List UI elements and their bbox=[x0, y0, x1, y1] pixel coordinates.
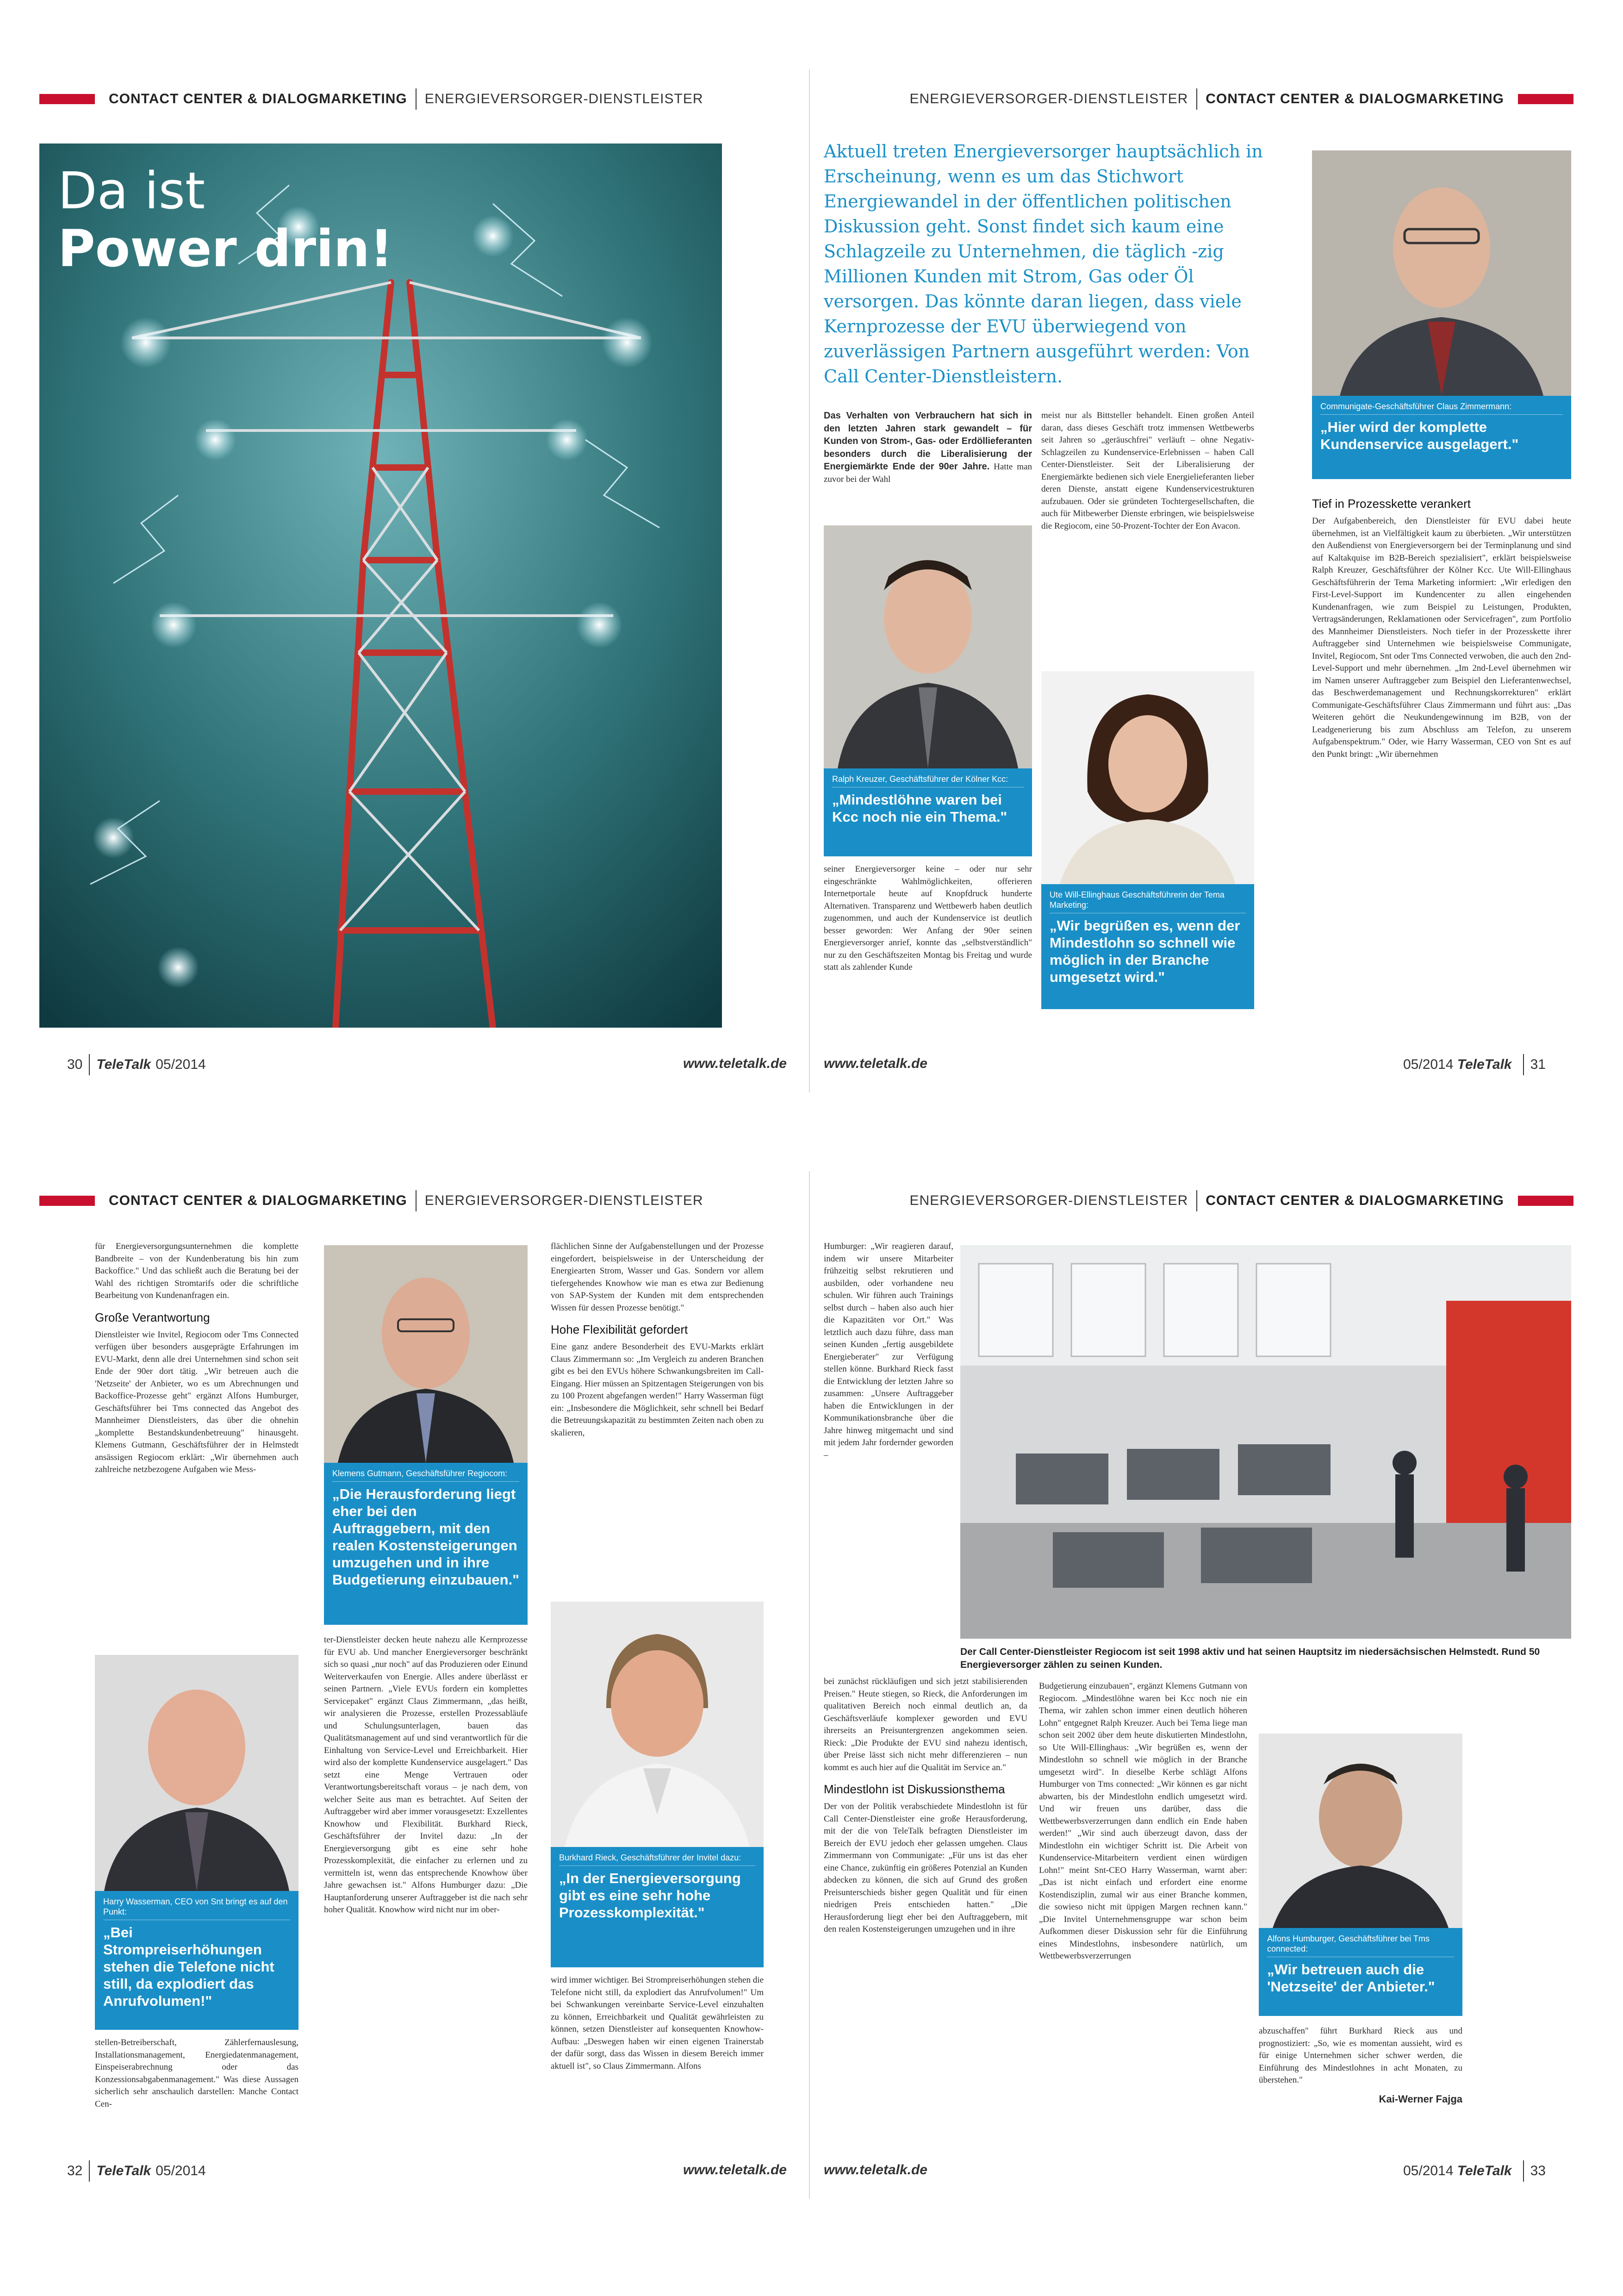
section-label-energy: ENERGIEVERSORGER-DIENSTLEISTER bbox=[424, 91, 703, 106]
portrait-claus-zimmermann bbox=[1312, 150, 1571, 396]
page-31 bbox=[812, 69, 1585, 1092]
portrait-klemens-gutmann bbox=[324, 1245, 528, 1463]
caption-person: Harry Wasserman, CEO von Snt bringt es auf den Punkt: bbox=[103, 1897, 290, 1920]
page-number: 32 bbox=[67, 2163, 83, 2178]
feature-title-line-1: Da ist bbox=[58, 161, 205, 220]
page-number: 30 bbox=[67, 1057, 83, 1072]
section-label-contact-center: CONTACT CENTER & DIALOGMARKETING bbox=[1206, 91, 1504, 106]
page-footer bbox=[67, 2159, 206, 2183]
article-column-2: Budgetierung einzubauen", ergänzt Klemens Gutmann von Regiocom. „Mindestlöhne waren bei Kcc noch nie ein Thema, wir zahlen schon immer einen deutlich höheren Lohn" entgegnet Ralph Kreuzer. Auch bei Tema liege man schon seit 2002 über dem heute diskutierten Mindestlohn, so Ute Will-Ellinghaus: „Wir begrüßen es, wenn der Mindestlohn so schnell wie möglich in der Branche umgesetzt wird". In dieselbe Kerbe schlägt Alfons Humburger von Tms connected: „Wir können es gar nicht abwarten, bis der Mindestlohn endlich umgesetzt wird. Und wir freuen uns darüber, dass die Wettbewerbsverzerrungen dann endlich ein Ende haben werden!" „Wir sind auch überzeugt davon, dass der Mindestlohn ein wichtiger Schritt ist. Die Arbeit von Kundenservice-Mitarbeitern verdient einen würdigen Lohn!" meint Snt-CEO Harry Wasserman, warnt aber: „Das ist nicht einfach und erfordert eine enorme Kostendisziplin, zumal wir aus einer Branche kommen, die sowieso nicht mit üppigen Margen rechnen kann." „Die Invitel Unternehmensgruppe war schon beim Aufkommen dieser Diskussion sehr für die Einführung eines Mindestlohns, insbesondere natürlich, um Wettbewerbsverzerrungen bbox=[1039, 1681, 1247, 1961]
magazine-brand: TeleTalk bbox=[1457, 2163, 1512, 2178]
caption-claus-zimmermann bbox=[1312, 396, 1571, 479]
footer-url-link[interactable]: www.teletalk.de bbox=[683, 1056, 787, 1071]
page-number: 31 bbox=[1530, 1057, 1546, 1072]
page-32 bbox=[28, 1171, 805, 2199]
article-column-3: Tief in Prozesskette verankert Der Aufgabenbereich, den Dienstleister für EVU dabei heute übernehmen, ist an Vielfältigkeit kaum zu überbieten. „Wir unterstützen den Außendienst von Energieversorgern bei der Terminplanung und sind auf Kaltakquise im B2B-Bereich spezialisiert", erklärt beispielsweise Ralph Kreuzer, Geschäftsführer der Kölner Kcc. Ute Will-Ellinghaus Geschäftsführerin der Tema Marketing informiert: „Wir erledigen den First-Level-Support im Kundencenter zu allen eingehenden Kundenanfragen, wie zum Beispiel zu Leistungen, Produkten, Vertragsänderungen, Reklamationen oder Servicefragen", zum Portfolio des Mannheimer Dienstleisters. Noch tiefer in der Prozesskette ihrer Auftraggeber sind Unternehmen wie beispielsweise Communigate, Invitel, Regiocom, Snt oder Tms Connected verwoben, die auch den 2nd-Level-Support und mehr übernehmen. „Im 2nd-Level übernehmen wir im Namen unserer Auftraggeber zum Beispiel den Lieferantenwechsel, das Beschwerdemanagement und Rechnungskorrekturen" erklärt Communigate-Geschäftsführer Claus Zimmermann und führt aus: „Das Weiteren gehört die Neukundengewinnung im B2B, von der Leadgenerierung bis zum Abschluss am Telefon, zu unserem Aufgabenspektrum." Oder, wie Harry Wasserman, CEO von Snt es auf den Punkt bringt: „Wir übernehmen bbox=[1312, 497, 1571, 759]
issue-number: 05/2014 bbox=[155, 2163, 206, 2178]
header-accent-bar bbox=[39, 94, 95, 104]
article-column-1-continued: bei zunächst rückläufigen und sich jetzt stabilisierenden Preisen." Heute stiegen, so Rieck, die Anforderungen im qualitativen Bereich noch einmal deutlich an, da Geschäftsverläufe komplexer geworden und EVU ihrerseits an Preisuntergrenzen angekommen seien. Rieck: „Die Produkte der EVU sind nahezu identisch, über Preise lässt sich nicht mehr differenzieren – nun kommt es auch hier auf die Qualität im Service an." Mindestlohn ist Diskussionsthema Der von der Politik verabschiedete Mindestlohn ist für Call Center-Dienstleister eine große Herausforderung, mit der die von TeleTalk befragten Dienstleister im Bereich der EVU jedoch eher gelassen umgehen. Claus Zimmermann von Communigate: „Für uns ist das eher eine Chance, zukünftig ein größeres Potenzial an Kunden abdecken zu können, die sich auf Grund des großen Preisunterschieds bisher gegen Qualität und für einen niedrigen Preis entschieden hatten." „Die Herausforderung liegt eher bei den Auftraggebern, mit den realen Kostensteigerungen umzugehen und in ihre bbox=[824, 1677, 1027, 1934]
article-column-3: flächlichen Sinne der Aufgabenstellungen und der Prozesse eingefordert, beispielsweise in der Unterscheidung der Energiearten Strom, Wasser und Gas. Sondern vor allem tiefergehendes Knowhow wie man es etwa zur Bedienung von SAP-System der Kunden mit dem entsprechenden Wissen für dessen Prozesse benötigt." Hohe Flexibilität gefordert Eine ganz andere Besonderheit des EVU-Markts erklärt Claus Zimmermann so: „Im Vergleich zu anderen Branchen gibt es bei den EVUs höhere Schwankungsbreiten im Call-Eingang. Hier müssen an Spitzentagen Steigerungen von bis zu 100 Prozent abgefangen werden!" Harry Wasserman fügt ein: „Insbesondere die Möglichkeit, sehr schnell bei Bedarf die Betreuungskapazität zu bestimmten Zeiten nach oben zu skalieren, bbox=[551, 1242, 764, 1438]
article-column-3-continued: wird immer wichtiger. Bei Strompreiserhöhungen stehen die Telefone nicht still, da explodiert das Anrufvolumen!" Um bei Schwankungen vereinbarte Service-Level einzuhalten zu können, Erreichbarkeit und Qualität gewährleisten zu können, setzen Dienstleister auf konsequenten Knowhow-Aufbau: „Deswegen haben wir einen eigenen Trainerstab der dafür sorgt, dass das Wissen in diesem Bereich immer aktuell ist", so Claus Zimmermann. Alfons bbox=[551, 1975, 764, 2071]
caption-person: Alfons Humburger, Geschäftsführer bei Tms connected: bbox=[1267, 1934, 1454, 1957]
article-column-1: Humburger: „Wir reagieren darauf, indem wir unsere Mitarbeiter frühzeitig selbst rekrutieren und ausbilden, oder vorhandene neu schulen. Wir führen auch Trainings selbst durch – haben also auch hier die Kapazitäten vor Ort." Was letztlich auch dazu führe, dass man seinen Kunden „fertig ausgebildete Energieberater" zur Verfügung stellen könne. Burkhard Rieck fasst die Entwicklung der letzten Jahre so zusammen: „Unsere Auftraggeber haben die Entwicklungen in der Kommunikationsbranche über die Jahre hinweg mitgemacht und sind mit jedem Jahr fordernder geworden – bbox=[824, 1242, 953, 1460]
caption-person: Ute Will-Ellinghaus Geschäftsführerin der Tema Marketing: bbox=[1050, 890, 1246, 913]
header-accent-bar bbox=[39, 1196, 95, 1206]
page-footer bbox=[67, 1053, 206, 1076]
issue-number: 05/2014 bbox=[1403, 1057, 1454, 1072]
caption-quote: „Die Herausforderung liegt eher bei den Auftraggebern, mit den realen Kostensteigerungen umzugehen und in ihre Budgetierung einzubauen." bbox=[332, 1486, 519, 1588]
page-header bbox=[909, 1190, 1573, 1212]
page-footer bbox=[1403, 1053, 1546, 1076]
header-accent-bar bbox=[1518, 94, 1573, 104]
page-header bbox=[39, 1190, 703, 1212]
spread-gutter-bottom bbox=[809, 1171, 810, 2199]
footer-url-link[interactable]: www.teletalk.de bbox=[683, 2162, 787, 2177]
caption-alfons-humburger bbox=[1259, 1928, 1462, 2016]
page-header bbox=[909, 88, 1573, 110]
caption-quote: „Wir begrüßen es, wenn der Mindestlohn so schnell wie möglich in der Branche umgesetzt wird." bbox=[1050, 917, 1240, 985]
spread-gutter-top bbox=[809, 69, 810, 1092]
caption-quote: „Bei Strompreiserhöhungen stehen die Telefone nicht still, da explodiert das Anrufvolumen!" bbox=[103, 1924, 274, 2009]
article-column-1-continued: seiner Energieversorger keine – oder nur sehr eingeschränkte Wahlmöglichkeiten, offerieren Internetportale heute auf Knopfdruck hunderte Alternativen. Transparenz und Wettbewerb haben deutlich zugenommen, und auch der Kundenservice ist deutlich besser geworden: Wer Anfang der 90er seinen Energieversorger anrief, konnte das „selbstverständlich" nur zu den Geschäftszeiten Montag bis Freitag und wurde statt als zahlender Kunde bbox=[824, 864, 1032, 972]
caption-quote: „In der Energieversorgung gibt es eine sehr hohe Prozesskomplexität." bbox=[559, 1870, 741, 1921]
section-heading: Mindestlohn ist Diskussionsthema bbox=[824, 1782, 1005, 1796]
section-heading: Große Verantwortung bbox=[95, 1310, 210, 1324]
footer-url-link[interactable]: www.teletalk.de bbox=[824, 2162, 927, 2177]
author-byline: Kai-Werner Fajga bbox=[1379, 2093, 1462, 2105]
caption-ralph-kreuzer bbox=[824, 768, 1032, 856]
section-heading: Hohe Flexibilität gefordert bbox=[551, 1323, 688, 1336]
magazine-brand: TeleTalk bbox=[96, 2163, 151, 2178]
hero-image-power-pylon bbox=[39, 144, 722, 1028]
article-column-2: meist nur als Bittsteller behandelt. Einen großen Anteil daran, dass dieses Geschäft trotz immensen Wettbewerbs seit Jahren so „geräuschfrei" verläuft – ohne Negativ-Schlagzeilen zu Kundenservice-Erlebnissen – haben Call Center-Dienstleister. Seit der Liberalisierung der Energiemärkte bedienen sich viele Energielieferanten lieber deren Dienste, anstatt eigene Kundenservicestrukturen aufzubauen. Oder sie gründeten Tochtergesellschaften, die auch für Mitbewerber Dienste erbringen, wie beispielsweise die Regiocom, eine 50-Prozent-Tochter der Eon Avacon. bbox=[1041, 411, 1254, 531]
portrait-alfons-humburger bbox=[1259, 1734, 1462, 1928]
feature-title-line-2: Power drin! bbox=[58, 219, 393, 278]
caption-burkhard-rieck bbox=[551, 1847, 764, 1967]
article-column-1: für Energieversorgungsunternehmen die komplette Bandbreite – von der Kundenberatung bis hin zum Backoffice." Und das schließt auch die Beratung bei der Wahl des richtigen Stromtarifs oder die schriftliche Bearbeitung von Kundenanfragen ein. Große Verantwortung Dienstleister wie Invitel, Regiocom oder Tms Connected verfügen über besonders ausgeprägte Erfahrungen im EVU-Markt, denn alle drei Unternehmen sind schon seit Ende der 90er dort tätig. „Wir betreuen auch die 'Netzseite' der Anbieter, wo es um Abrechnungen und Backoffice-Prozesse geht" ergänzt Alfons Humburger, Geschäftsführer bei Tms connected das Angebot des Mannheimer Dienstleisters, das über die ohnehin „komplette Bestandskundenbetreuung" hinausgeht. Klemens Gutmann, Geschäftsführer der in Helmstedt ansässigen Regiocom erklärt: „Wir übernehmen auch zahlreiche netzbezogene Aufgaben wie Mess- bbox=[95, 1242, 298, 1474]
magazine-brand: TeleTalk bbox=[1457, 1057, 1512, 1072]
portrait-ralph-kreuzer bbox=[824, 525, 1032, 768]
caption-person: Ralph Kreuzer, Geschäftsführer der Kölner Kcc: bbox=[832, 774, 1024, 787]
portrait-harry-wasserman bbox=[95, 1655, 298, 1891]
feature-title bbox=[58, 162, 393, 278]
photo-caption: Der Call Center-Dienstleister Regiocom ist seit 1998 aktiv und hat seinen Hauptsitz im niedersächsischen Helmstedt. Rund 50 Energieversorger zählen zu seinen Kunden. bbox=[960, 1647, 1540, 1670]
caption-quote: „Wir betreuen auch die 'Netzseite' der Anbieter." bbox=[1267, 1961, 1435, 1995]
section-heading: Tief in Prozesskette verankert bbox=[1312, 497, 1471, 511]
section-label-contact-center: CONTACT CENTER & DIALOGMARKETING bbox=[109, 1193, 407, 1208]
section-label-contact-center: CONTACT CENTER & DIALOGMARKETING bbox=[1206, 1193, 1504, 1208]
page-33 bbox=[812, 1171, 1585, 2199]
header-accent-bar bbox=[1518, 1196, 1573, 1206]
article-lead: Das Verhalten von Verbrauchern hat sich in den letzten Jahren stark gewandelt – für Kunden von Strom-, Gas- oder Erdöllieferanten besonders durch die Liberalisierung der Energiemärkte Ende der 90er Jahre. bbox=[824, 411, 1032, 472]
section-label-energy: ENERGIEVERSORGER-DIENSTLEISTER bbox=[909, 91, 1188, 106]
caption-quote: „Hier wird der komplette Kundenservice ausgelagert." bbox=[1320, 419, 1519, 452]
caption-person: Klemens Gutmann, Geschäftsführer Regiocom: bbox=[332, 1468, 519, 1482]
magazine-brand: TeleTalk bbox=[96, 1057, 151, 1072]
caption-person: Burkhard Rieck, Geschäftsführer der Invitel dazu: bbox=[559, 1853, 755, 1866]
section-label-contact-center: CONTACT CENTER & DIALOGMARKETING bbox=[109, 91, 407, 106]
article-column-3: abzuschaffen" führt Burkhard Rieck aus und prognostiziert: „So, wie es momentan aussieht, wird es für einige Unternehmen sicher schwer werden, die Einführung des Mindestlohnes in acht Monaten, zu überstehen." Kai-Werner Fajga bbox=[1259, 2026, 1462, 2105]
section-label-energy: ENERGIEVERSORGER-DIENSTLEISTER bbox=[424, 1193, 703, 1208]
portrait-burkhard-rieck bbox=[551, 1602, 764, 1847]
page-footer bbox=[1403, 2159, 1546, 2183]
caption-klemens-gutmann bbox=[324, 1463, 528, 1625]
article-intro: Aktuell treten Energieversorger hauptsächlich in Erscheinung, wenn es um das Stichwort Energiewandel in der öffentlichen politischen Diskussion geht. Sonst findet sich kaum eine Schlagzeile zu Unternehmen, die täglich -zig Millionen Kunden mit Strom, Gas oder Öl versorgen. Das könnte daran liegen, dass viele Kernprozesse der EVU überwiegend von zuverlässigen Partnern ausgeführt werden: Von Call Center-Dienstleistern. bbox=[824, 141, 1263, 387]
article-column-1: Das Verhalten von Verbrauchern hat sich in den letzten Jahren stark gewandelt – für Kunden von Strom-, Gas- oder Erdöllieferanten besonders durch die Liberalisierung der Energiemärkte Ende der 90er Jahre. Hatte man zuvor bei der Wahl bbox=[824, 411, 1032, 484]
caption-harry-wasserman bbox=[95, 1891, 298, 2030]
portrait-ute-will-ellinghaus bbox=[1041, 671, 1254, 884]
article-column-1-continued: stellen-Betreiberschaft, Zählerfernauslesung, Installationsmanagement, Energiedatenmanagement, Einspeiserabrechnung oder das Konzessionsabgabenmanagement." Was diese Aussagen sicherlich sehr anschaulich darstellen: Manche Contact Cen- bbox=[95, 2038, 298, 2109]
page-header bbox=[39, 88, 703, 110]
footer-url-link[interactable]: www.teletalk.de bbox=[824, 1056, 927, 1071]
issue-number: 05/2014 bbox=[1403, 2163, 1454, 2178]
page-number: 33 bbox=[1530, 2163, 1546, 2178]
caption-ute-will-ellinghaus bbox=[1041, 884, 1254, 1009]
issue-number: 05/2014 bbox=[155, 1057, 206, 1072]
article-column-2: ter-Dienstleister decken heute nahezu alle Kernprozesse für EVU ab. Und mancher Energieversorger beschränkt sich so quasi „nur noch" auf das Produzieren oder Einund Weiterverkaufen von Energie. Alles andere überlässt er seinen Partnern. „Viele EVUs fordern ein komplettes Servicepaket" ergänzt Claus Zimmermann, „das heißt, wir analysieren die Prozesse, erstellen Prozessabläufe und Schulungsunterlagen, bauen das Qualitätsmanagement auf und sind verantwortlich für die Einhaltung von Service-Level und Erreichbarkeit. Hier wird also der komplette Kundenservice ausgelagert." Das setzt eine Menge Vertrauen oder Verantwortungsbereitschaft voraus – je nach dem, von welcher Seite aus man es betrachtet. Auf Seiten der Auftraggeber wird aber immer vorausgesetzt: Exzellentes Knowhow und Flexibilität. Burkhard Rieck, Geschäftsführer der Invitel dazu: „In der Energieversorgung gibt es eine sehr hohe Prozesskomplexität, die einfacher zu erlernen und zu vermitteln ist, wenn das entsprechende Knowhow über Jahre gewachsen ist." Alfons Humburger dazu: „Die Hauptanforderung unserer Auftraggeber ist die nach sehr hoher Qualität. Knowhow wird nicht nur im ober- bbox=[324, 1635, 528, 1915]
page-30 bbox=[28, 69, 805, 1092]
caption-person: Communigate-Geschäftsführer Claus Zimmermann: bbox=[1320, 401, 1563, 415]
photo-regiocom-office bbox=[960, 1245, 1571, 1639]
section-label-energy: ENERGIEVERSORGER-DIENSTLEISTER bbox=[909, 1193, 1188, 1208]
caption-quote: „Mindestlöhne waren bei Kcc noch nie ein Thema." bbox=[832, 792, 1007, 825]
